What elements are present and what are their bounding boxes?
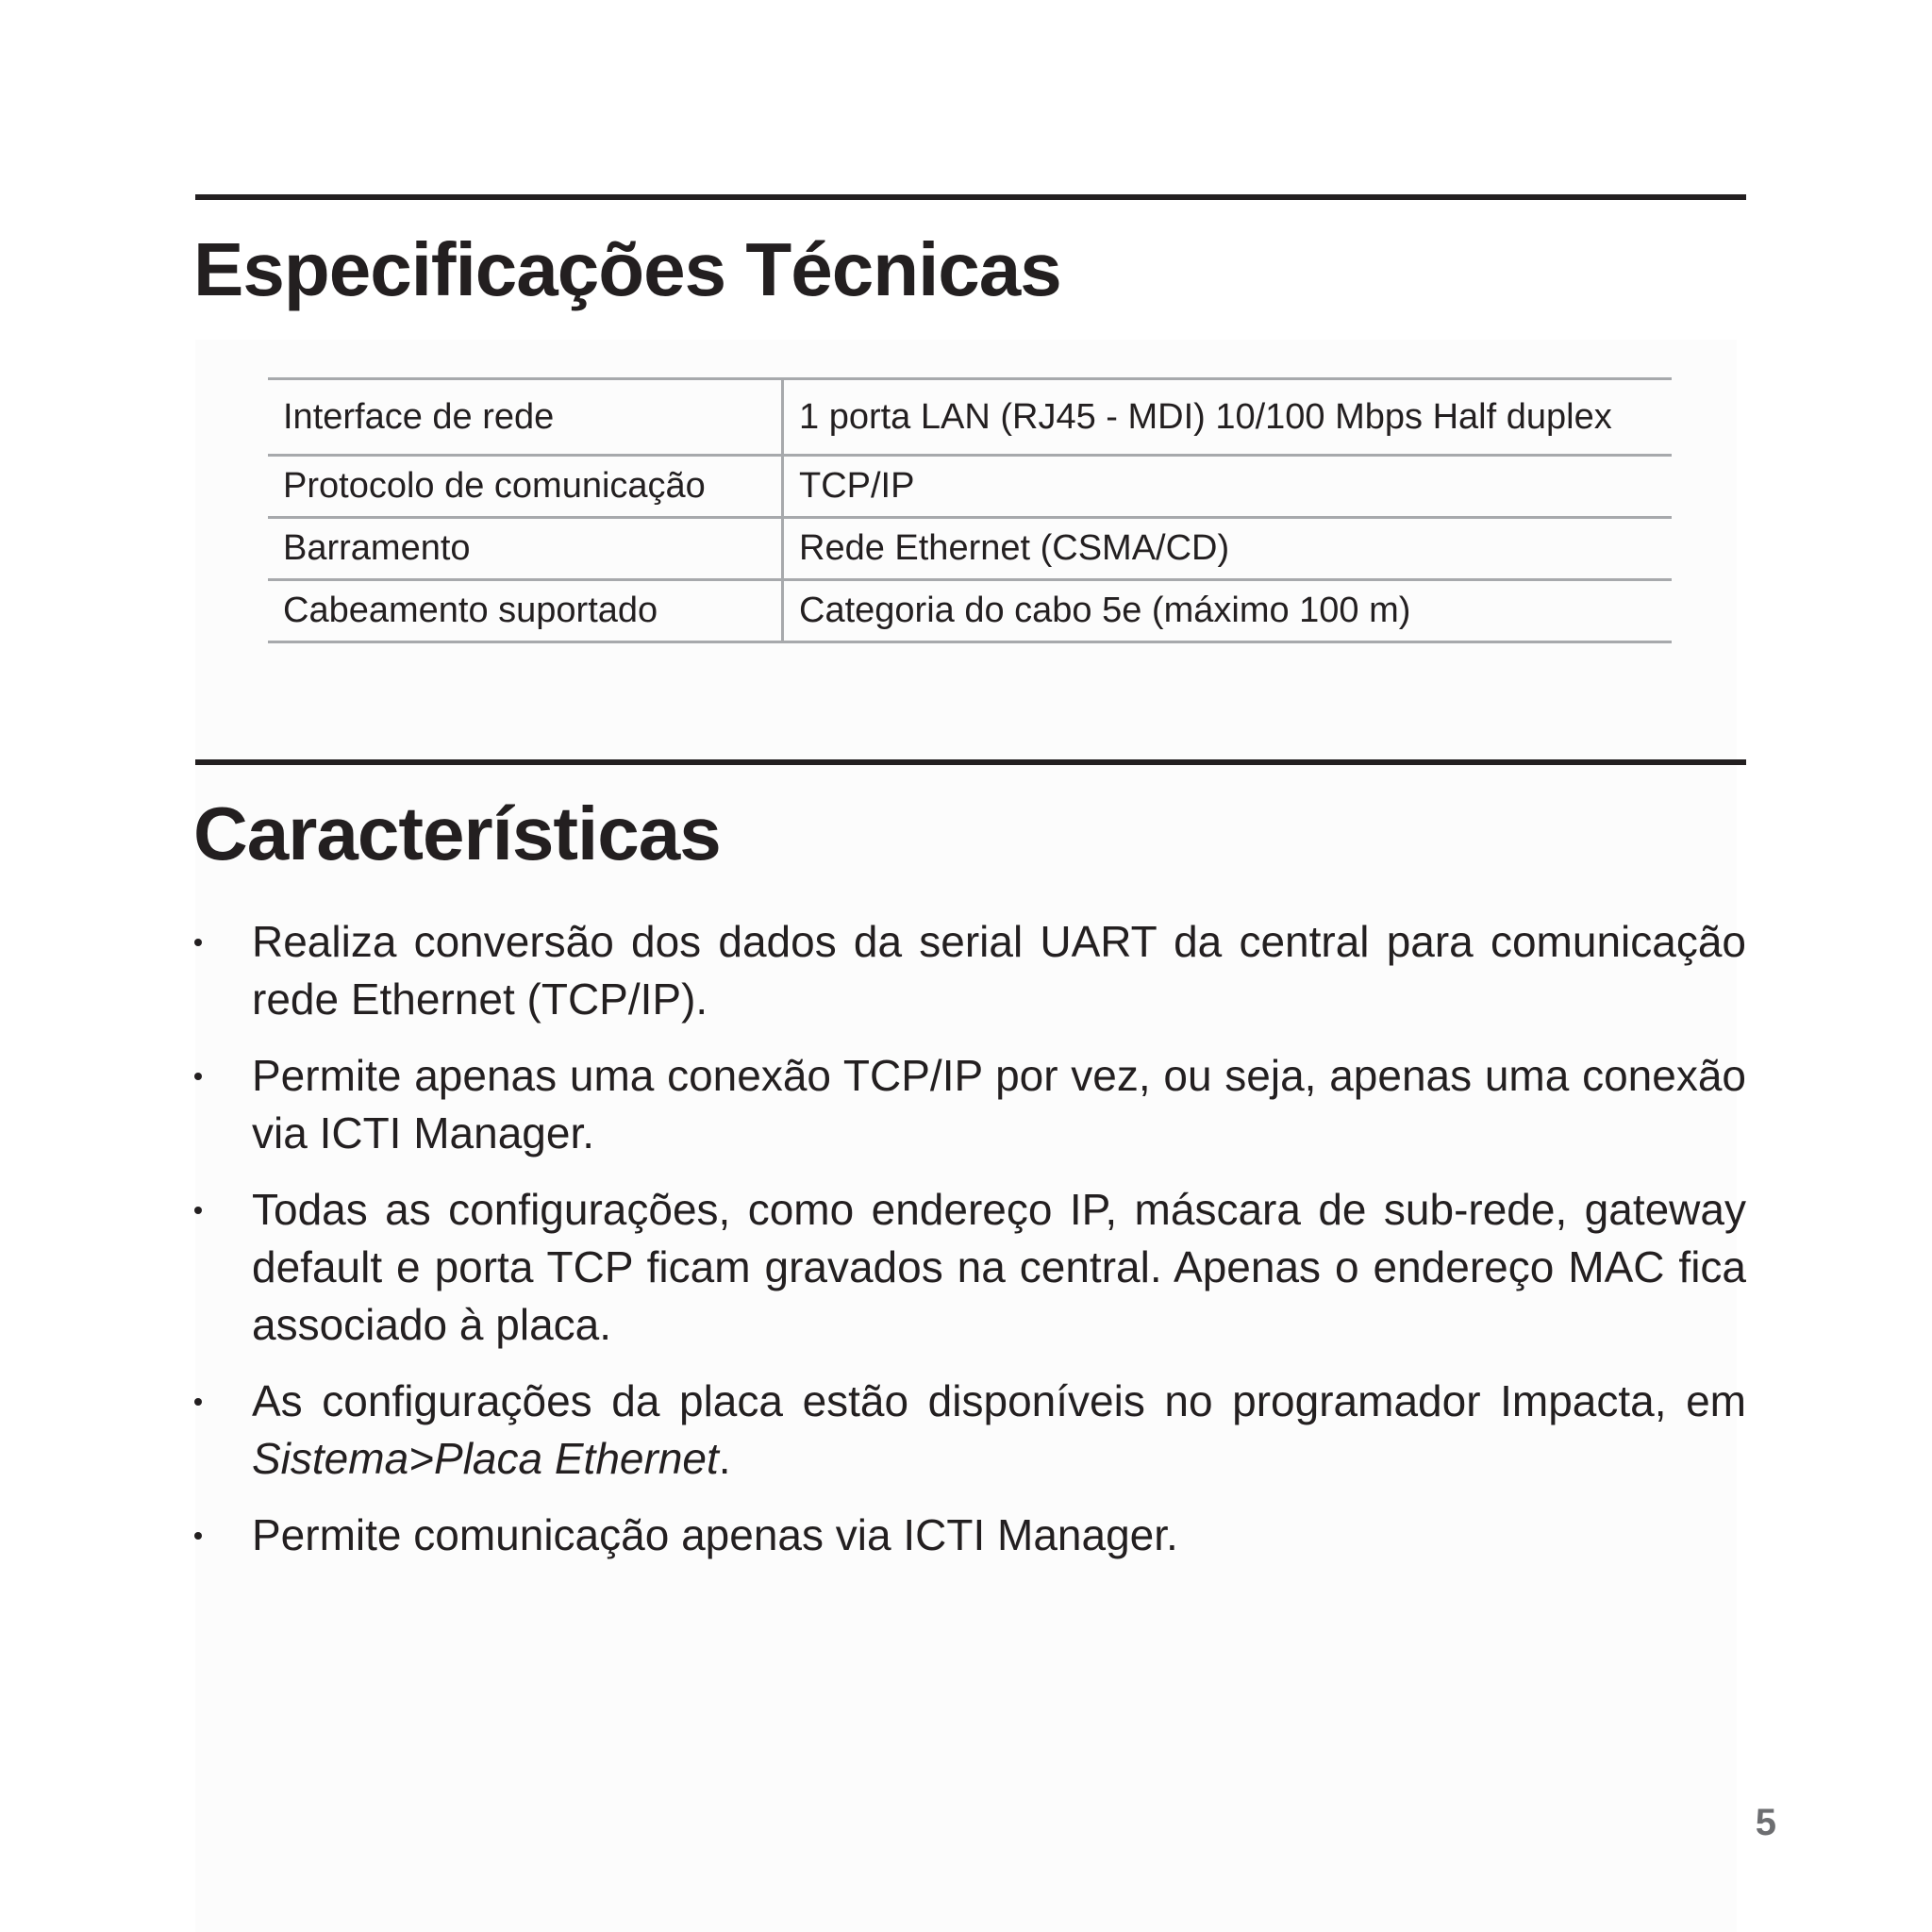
menu-path: Sistema>Placa Ethernet bbox=[252, 1434, 719, 1483]
bullet-icon bbox=[193, 1507, 203, 1564]
feature-text-end: . bbox=[718, 1434, 731, 1483]
feature-text: Todas as configurações, como endereço IP, máscara de sub-rede, gateway default e porta TCP ficam gravados na central. Apenas o endereço MAC fica associado à placa. bbox=[252, 1185, 1746, 1349]
feature-text: As configurações da placa estão disponíveis no programador Impacta, em bbox=[252, 1376, 1746, 1425]
spec-key: Interface de rede bbox=[268, 379, 783, 456]
spec-value: Categoria do cabo 5e (máximo 100 m) bbox=[783, 580, 1673, 642]
table-row bbox=[268, 379, 1672, 456]
feature-text: Permite apenas uma conexão TCP/IP por vez, ou seja, apenas uma conexão via ICTI Manager. bbox=[252, 1051, 1746, 1158]
bullet-icon bbox=[193, 913, 203, 971]
spec-value: Rede Ethernet (CSMA/CD) bbox=[783, 518, 1673, 580]
bullet-icon bbox=[193, 1181, 203, 1239]
spec-key: Cabeamento suportado bbox=[268, 580, 783, 642]
spec-value: TCP/IP bbox=[783, 456, 1673, 518]
table-row bbox=[268, 456, 1672, 518]
list-item bbox=[193, 1373, 1746, 1488]
specs-heading: Especificações Técnicas bbox=[193, 227, 1061, 311]
list-item bbox=[193, 1181, 1746, 1354]
spec-key: Protocolo de comunicação bbox=[268, 456, 783, 518]
section-divider bbox=[195, 759, 1746, 765]
page-number: 5 bbox=[1755, 1802, 1776, 1843]
features-heading: Características bbox=[193, 791, 721, 875]
section-divider bbox=[195, 194, 1746, 200]
list-item bbox=[193, 913, 1746, 1028]
list-item bbox=[193, 1047, 1746, 1162]
bullet-icon bbox=[193, 1047, 203, 1105]
spec-value: 1 porta LAN (RJ45 - MDI) 10/100 Mbps Half duplex bbox=[783, 379, 1673, 456]
bullet-icon bbox=[193, 1373, 203, 1430]
feature-text: Permite comunicação apenas via ICTI Manager. bbox=[252, 1510, 1178, 1559]
table-row bbox=[268, 518, 1672, 580]
specs-table bbox=[268, 377, 1672, 643]
feature-text: Realiza conversão dos dados da serial UART da central para comunicação rede Ethernet (TCP/IP). bbox=[252, 917, 1746, 1024]
features-list bbox=[193, 913, 1746, 1583]
table-row bbox=[268, 580, 1672, 642]
list-item bbox=[193, 1507, 1746, 1564]
spec-key: Barramento bbox=[268, 518, 783, 580]
